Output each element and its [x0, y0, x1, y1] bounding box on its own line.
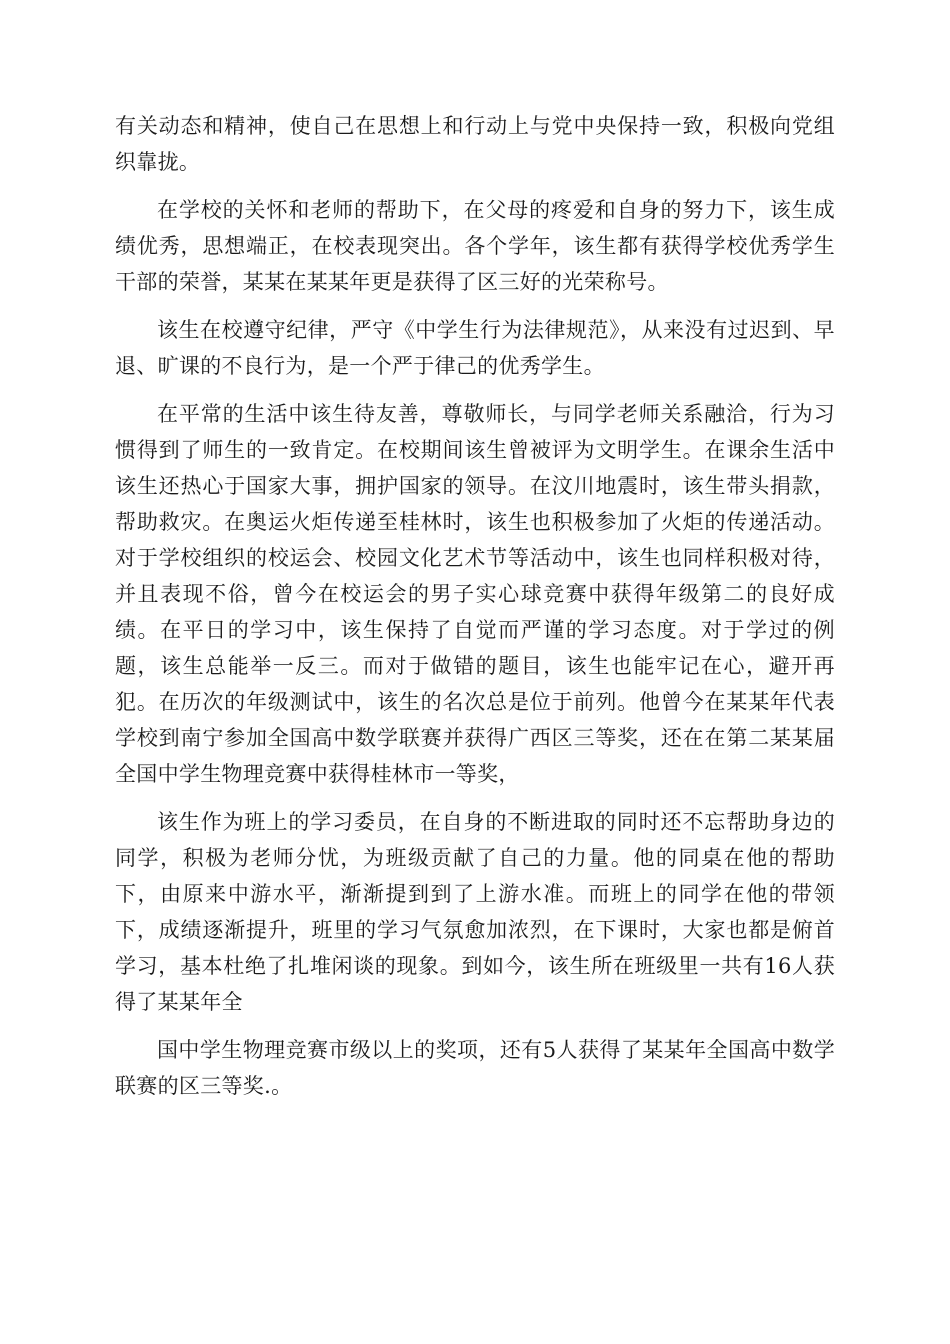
document-body: [115, 108, 835, 1116]
paragraph-study-committee: 该生作为班上的学习委员，在自身的不断进取的同时还不忘帮助身边的同学，积极为老师分忧，为班级贡献了自己的力量。他的同桌在他的帮助下，由原来中游水平，渐渐提到到了上游水准。而班上的同学在他的带领下，成绩逐渐提升，班里的学习气氛愈加浓烈，在下课时，大家也都是俯首学习，基本杜绝了扎堆闲谈的现象。到如今，该生所在班级里一共有16人获得了某某年全: [115, 810, 835, 1014]
paragraph-continuation: 有关动态和精神，使自己在思想上和行动上与党中央保持一致，积极向党组织靠拢。: [115, 114, 835, 174]
paragraph-awards: 国中学生物理竞赛市级以上的奖项，还有5人获得了某某年全国高中数学联赛的区三等奖.。: [115, 1038, 835, 1098]
paragraph-discipline: 该生在校遵守纪律，严守《中学生行为法律规范》，从来没有过迟到、早退、旷课的不良行为，是一个严于律己的优秀学生。: [115, 318, 835, 378]
paragraph-achievements: 在学校的关怀和老师的帮助下，在父母的疼爱和自身的努力下，该生成绩优秀，思想端正，在校表现突出。各个学年，该生都有获得学校优秀学生干部的荣誉，某某在某某年更是获得了区三好的光荣称号。: [115, 198, 835, 294]
paragraph-daily-life: 在平常的生活中该生待友善，尊敬师长，与同学老师关系融洽，行为习惯得到了师生的一致肯定。在校期间该生曾被评为文明学生。在课余生活中该生还热心于国家大事，拥护国家的领导。在汶川地震时，该生带头捐款，帮助救灾。在奥运火炬传递至桂林时，该生也积极参加了火炬的传递活动。对于学校组织的校运会、校园文化艺术节等活动中，该生也同样积极对待，并且表现不俗，曾今在校运会的男子实心球竞赛中获得年级第二的良好成绩。在平日的学习中，该生保持了自觉而严谨的学习态度。对于学过的例题，该生总能举一反三。而对于做错的题目，该生也能牢记在心，避开再犯。在历次的年级测试中，该生的名次总是位于前列。他曾今在某某年代表学校到南宁参加全国高中数学联赛并获得广西区三等奖，还在在第二某某届全国中学生物理竞赛中获得桂林市一等奖，: [115, 402, 835, 786]
